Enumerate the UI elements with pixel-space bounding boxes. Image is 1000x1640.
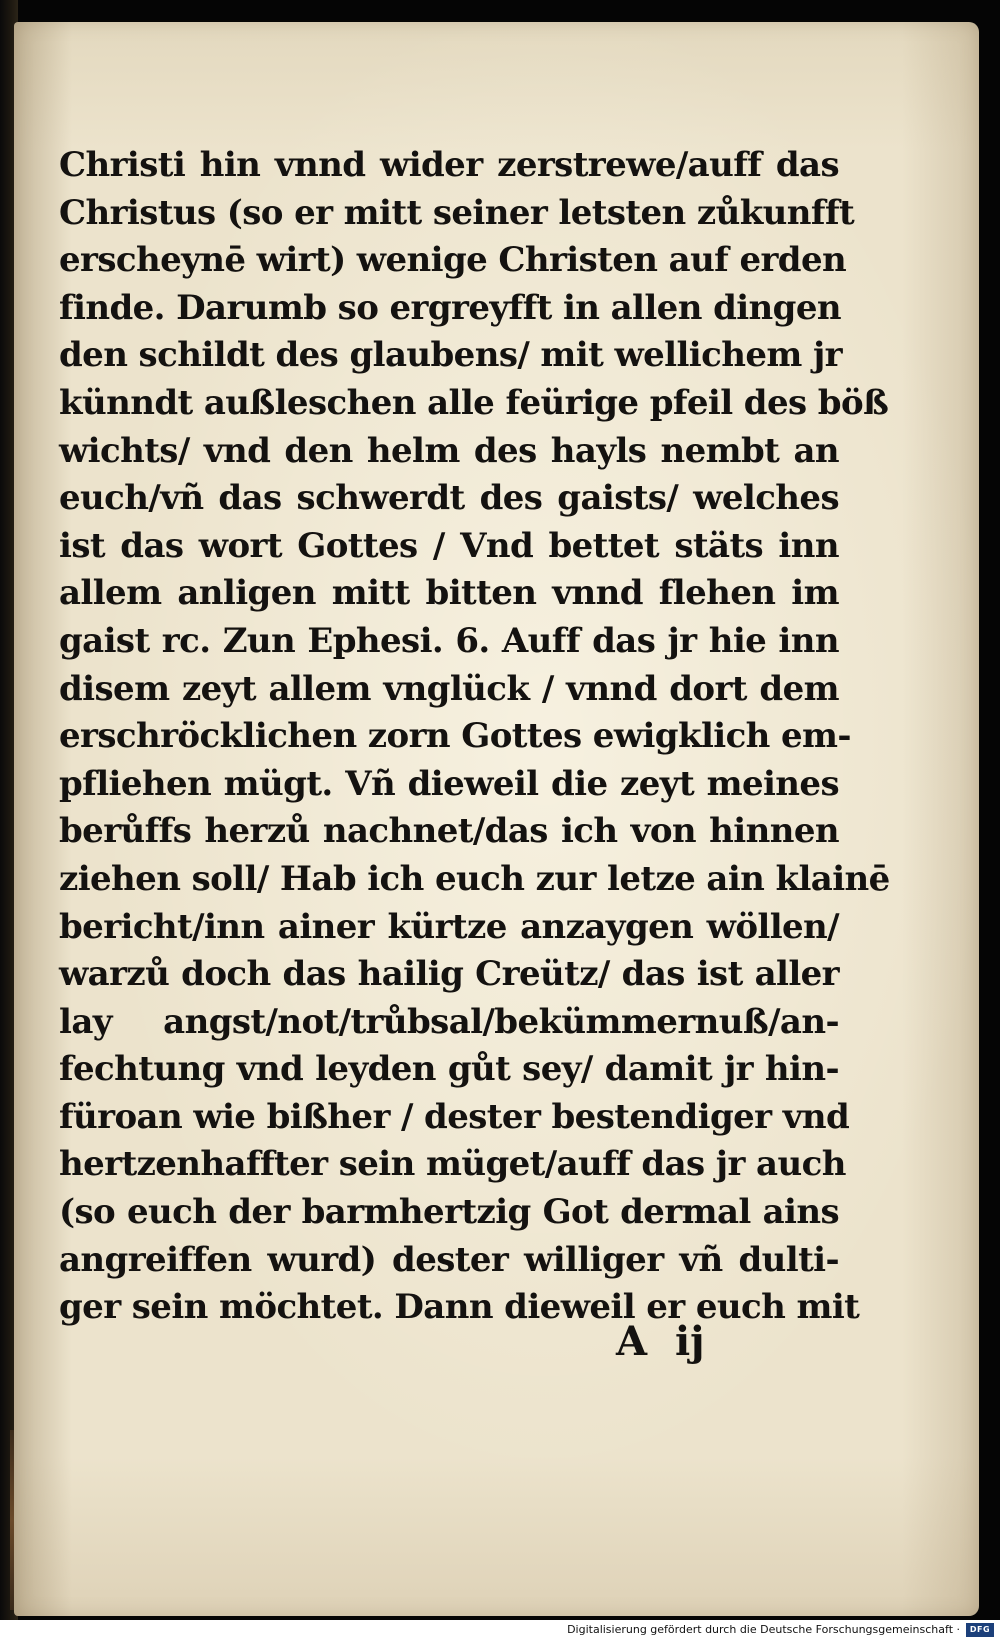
text-line: allem anligen mitt bitten vnnd flehen im: [59, 573, 839, 614]
text-line: angreiffen wurd) dester williger vñ dulti-: [59, 1239, 839, 1280]
text-line: lay angst/not/trůbsal/bekümmernuß/an-: [59, 1001, 839, 1042]
text-line: erschröcklichen zorn Gottes ewigklich em-: [59, 716, 851, 757]
text-line: bericht/inn ainer kürtze anzaygen wöllen/: [59, 906, 839, 947]
text-line: ist das wort Gottes / Vnd bettet stäts inn: [59, 525, 839, 566]
text-line: pfliehen mügt. Vñ dieweil die zeyt meines: [59, 763, 839, 804]
text-line: (so euch der barmhertzig Got dermal ains: [59, 1192, 839, 1233]
signature-mark: A ij: [616, 1318, 705, 1365]
text-line: gaist rc. Zun Ephesi. 6. Auff das jr hie inn: [59, 620, 839, 661]
text-line: wichts/ vnd den helm des hayls nembt an: [59, 430, 839, 471]
text-line: Christi hin vnnd wider zerstrewe/auff das: [59, 145, 839, 185]
text-line: ger sein möchtet. Dann dieweil er euch mit: [59, 1287, 860, 1328]
text-line: füroan wie bißher / dester bestendiger vnd: [59, 1096, 850, 1137]
text-line: Christus (so er mitt seiner letsten zůkunfft: [59, 192, 855, 233]
text-line: erscheynē wirt) wenige Christen auf erden: [59, 240, 847, 281]
dfg-logo-icon: DFG: [966, 1623, 994, 1637]
book-page: [14, 22, 979, 1616]
text-line: fechtung vnd leyden gůt sey/ damit jr hin-: [59, 1049, 839, 1090]
digitization-credit: Digitalisierung gefördert durch die Deutsche Forschungsgemeinschaft ·: [567, 1623, 960, 1636]
text-line: finde. Darumb so ergreyfft in allen dingen: [59, 287, 842, 328]
text-line: den schildt des glaubens/ mit wellichem jr: [59, 335, 842, 376]
text-line: künndt außleschen alle feürige pfeil des böß: [59, 382, 889, 423]
page-text-block: [59, 142, 890, 1332]
text-line: berůffs herzů nachnet/das ich von hinnen: [59, 811, 839, 852]
text-line: ziehen soll/ Hab ich euch zur letze ain klainē: [59, 858, 890, 899]
text-line: hertzenhaffter sein müget/auff das jr auch: [59, 1144, 846, 1185]
text-line: disem zeyt allem vnglück / vnnd dort dem: [59, 668, 839, 709]
text-line: warzů doch das hailig Creütz/ das ist aller: [59, 954, 839, 995]
text-line: euch/vñ das schwerdt des gaists/ welches: [59, 478, 839, 519]
